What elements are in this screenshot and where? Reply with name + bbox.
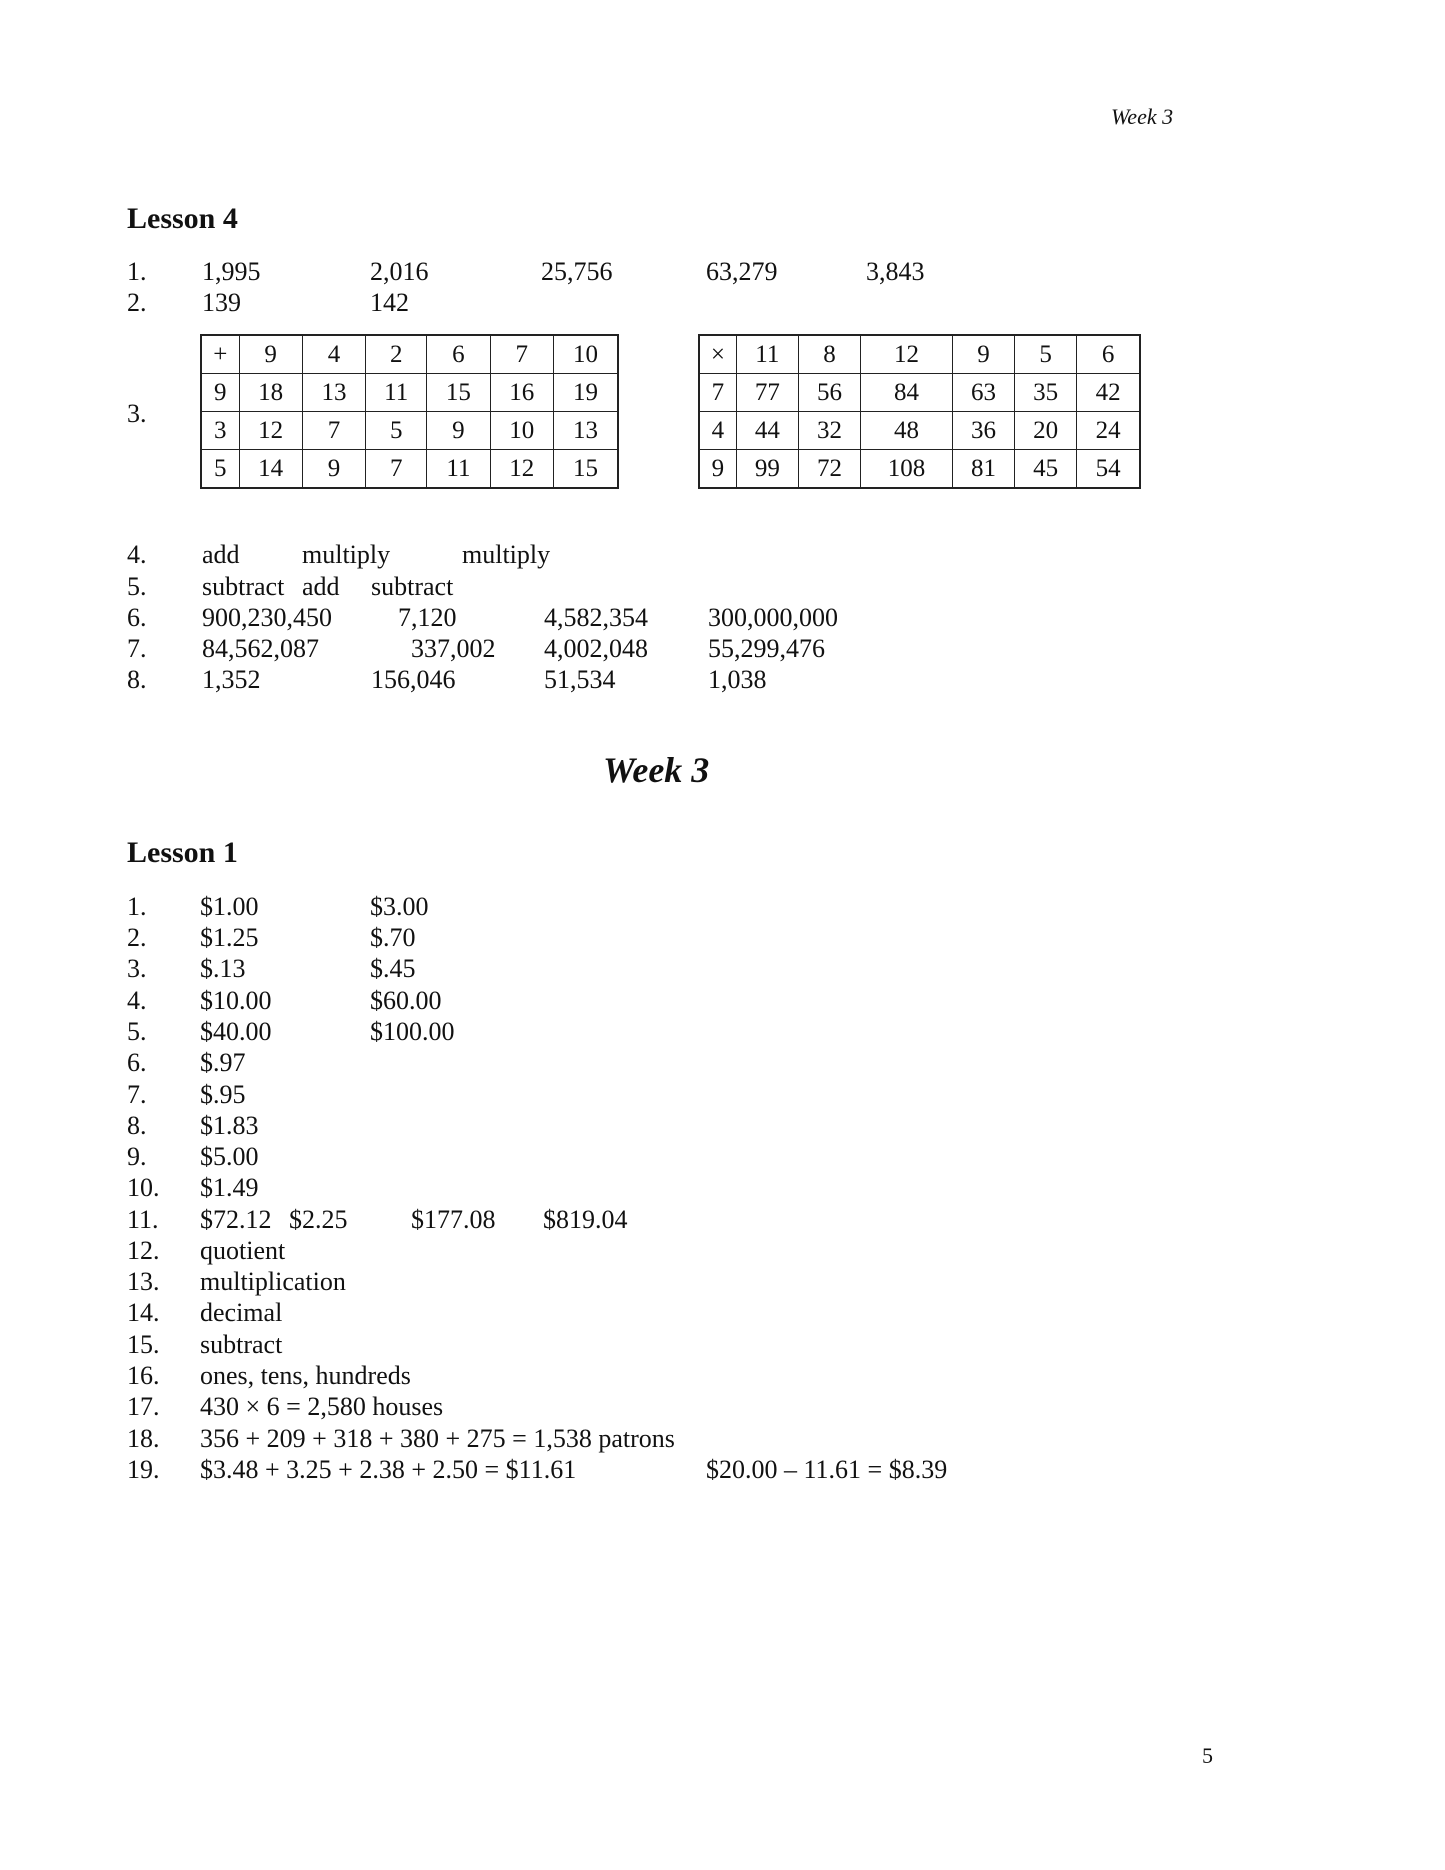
l1-row-2-num: 2. xyxy=(127,923,147,952)
addition-table-cell: 7 xyxy=(302,412,365,450)
l4-row-8-val-4: 1,038 xyxy=(708,665,767,694)
l4-row-3-num: 3. xyxy=(127,399,147,428)
addition-table-cell: 18 xyxy=(239,374,302,412)
addition-table-cell: 19 xyxy=(553,374,618,412)
multiplication-table-cell: 42 xyxy=(1077,374,1140,412)
multiplication-table-cell: 48 xyxy=(861,412,953,450)
l1-row-16-num: 16. xyxy=(127,1361,160,1390)
addition-table-cell: 15 xyxy=(427,374,490,412)
l1-row-14-num: 14. xyxy=(127,1298,160,1327)
addition-table-row xyxy=(201,412,618,450)
multiplication-table-cell: 54 xyxy=(1077,450,1140,489)
l1-row-19-num: 19. xyxy=(127,1455,160,1484)
l1-row-5-a: $40.00 xyxy=(200,1017,272,1046)
multiplication-table-cell: 12 xyxy=(861,335,953,374)
l1-row-11-a: $72.12 xyxy=(200,1205,272,1234)
multiplication-table-cell: 11 xyxy=(736,335,798,374)
addition-table-cell: 11 xyxy=(427,450,490,489)
addition-table-cell: 9 xyxy=(302,450,365,489)
l4-row-5-val-1: subtract xyxy=(202,572,285,601)
multiplication-table-cell: 108 xyxy=(861,450,953,489)
addition-table-cell: 7 xyxy=(490,335,553,374)
lesson-4-title: Lesson 4 xyxy=(127,202,238,235)
l4-row-8-val-3: 51,534 xyxy=(544,665,616,694)
l4-row-6-val-4: 300,000,000 xyxy=(708,603,838,632)
l1-row-13-num: 13. xyxy=(127,1267,160,1296)
l1-row-13-a: multiplication xyxy=(200,1267,346,1296)
addition-table xyxy=(200,334,619,489)
multiplication-table-cell: 63 xyxy=(952,374,1014,412)
l4-row-5-val-2: add xyxy=(302,572,340,601)
addition-table-cell: 2 xyxy=(366,335,427,374)
addition-table-row xyxy=(201,450,618,489)
l4-row-8-num: 8. xyxy=(127,665,147,694)
addition-table-cell: 14 xyxy=(239,450,302,489)
l1-row-15-a: subtract xyxy=(200,1330,283,1359)
addition-table-cell: 6 xyxy=(427,335,490,374)
multiplication-table-cell: 44 xyxy=(736,412,798,450)
l4-row-1-num: 1. xyxy=(127,257,147,286)
l1-row-11-c: $177.08 xyxy=(411,1205,496,1234)
l1-row-3-a: $.13 xyxy=(200,954,246,983)
week-heading: Week 3 xyxy=(603,750,710,790)
multiplication-table-cell: 5 xyxy=(1015,335,1077,374)
l4-row-5-val-3: subtract xyxy=(371,572,454,601)
l1-row-12-a: quotient xyxy=(200,1236,286,1265)
multiplication-table-cell: × xyxy=(699,335,736,374)
l1-row-6-num: 6. xyxy=(127,1048,147,1077)
l1-row-8-a: $1.83 xyxy=(200,1111,259,1140)
multiplication-table-cell: 56 xyxy=(798,374,860,412)
l1-row-4-num: 4. xyxy=(127,986,147,1015)
addition-table-cell: 15 xyxy=(553,450,618,489)
l1-row-18-num: 18. xyxy=(127,1424,160,1453)
l1-row-9-a: $5.00 xyxy=(200,1142,259,1171)
addition-table-cell: 4 xyxy=(302,335,365,374)
l1-row-4-a: $10.00 xyxy=(200,986,272,1015)
l4-row-7-num: 7. xyxy=(127,634,147,663)
l1-row-15-num: 15. xyxy=(127,1330,160,1359)
l1-row-7-num: 7. xyxy=(127,1080,147,1109)
addition-table-cell: 5 xyxy=(366,412,427,450)
lesson-1-title: Lesson 1 xyxy=(127,836,238,869)
addition-table-cell: 9 xyxy=(427,412,490,450)
multiplication-table-cell: 24 xyxy=(1077,412,1140,450)
multiplication-table-row xyxy=(699,450,1140,489)
l4-row-1-val-4: 63,279 xyxy=(706,257,778,286)
l1-row-11-d: $819.04 xyxy=(543,1205,628,1234)
l4-row-2-num: 2. xyxy=(127,288,147,317)
addition-table-cell: 7 xyxy=(366,450,427,489)
l1-row-5-num: 5. xyxy=(127,1017,147,1046)
l4-row-6-val-2: 7,120 xyxy=(398,603,457,632)
multiplication-table-cell: 20 xyxy=(1015,412,1077,450)
l1-row-1-num: 1. xyxy=(127,892,147,921)
addition-table-cell: 13 xyxy=(553,412,618,450)
l1-row-9-num: 9. xyxy=(127,1142,147,1171)
l1-row-18-a: 356 + 209 + 318 + 380 + 275 = 1,538 patrons xyxy=(200,1424,675,1453)
addition-table-cell: 9 xyxy=(239,335,302,374)
l4-row-4-val-1: add xyxy=(202,540,240,569)
multiplication-table-row xyxy=(699,374,1140,412)
addition-table-cell: 12 xyxy=(239,412,302,450)
l4-row-4-val-3: multiply xyxy=(462,540,551,569)
addition-table-cell: + xyxy=(201,335,239,374)
running-title: Week 3 xyxy=(1111,104,1174,129)
l1-row-4-b: $60.00 xyxy=(370,986,442,1015)
l4-row-8-val-2: 156,046 xyxy=(371,665,456,694)
multiplication-table-row xyxy=(699,335,1140,374)
multiplication-table-row xyxy=(699,412,1140,450)
l4-row-4-val-2: multiply xyxy=(302,540,391,569)
l1-row-10-num: 10. xyxy=(127,1173,160,1202)
l1-row-7-a: $.95 xyxy=(200,1080,246,1109)
l1-row-11-num: 11. xyxy=(127,1205,159,1234)
l4-row-2-val-1: 139 xyxy=(202,288,241,317)
addition-table-cell: 9 xyxy=(201,374,239,412)
addition-table-cell: 10 xyxy=(553,335,618,374)
addition-table-cell: 12 xyxy=(490,450,553,489)
multiplication-table-cell: 35 xyxy=(1015,374,1077,412)
l1-row-16-a: ones, tens, hundreds xyxy=(200,1361,411,1390)
l4-row-1-val-5: 3,843 xyxy=(866,257,925,286)
l4-row-1-val-2: 2,016 xyxy=(370,257,429,286)
l1-row-10-a: $1.49 xyxy=(200,1173,259,1202)
l4-row-5-num: 5. xyxy=(127,572,147,601)
addition-table-cell: 13 xyxy=(302,374,365,412)
l1-row-19-a: $3.48 + 3.25 + 2.38 + 2.50 = $11.61 xyxy=(200,1455,577,1484)
l4-row-7-val-1: 84,562,087 xyxy=(202,634,319,663)
multiplication-table-cell: 36 xyxy=(952,412,1014,450)
l4-row-2-val-2: 142 xyxy=(370,288,409,317)
l1-row-11-a2: $2.25 xyxy=(289,1205,348,1234)
multiplication-table-cell: 77 xyxy=(736,374,798,412)
l4-row-6-val-3: 4,582,354 xyxy=(544,603,648,632)
multiplication-table-cell: 4 xyxy=(699,412,736,450)
l1-row-5-b: $100.00 xyxy=(370,1017,455,1046)
l1-row-14-a: decimal xyxy=(200,1298,283,1327)
multiplication-table-cell: 6 xyxy=(1077,335,1140,374)
multiplication-table-cell: 9 xyxy=(952,335,1014,374)
l1-row-2-a: $1.25 xyxy=(200,923,259,952)
l1-row-1-b: $3.00 xyxy=(370,892,429,921)
l4-row-1-val-1: 1,995 xyxy=(202,257,261,286)
addition-table-cell: 5 xyxy=(201,450,239,489)
l4-row-6-num: 6. xyxy=(127,603,147,632)
l1-row-8-num: 8. xyxy=(127,1111,147,1140)
multiplication-table xyxy=(698,334,1141,489)
multiplication-table-cell: 99 xyxy=(736,450,798,489)
addition-table-cell: 3 xyxy=(201,412,239,450)
multiplication-table-cell: 45 xyxy=(1015,450,1077,489)
l1-row-1-a: $1.00 xyxy=(200,892,259,921)
l4-row-7-val-2: 337,002 xyxy=(411,634,496,663)
l1-row-17-num: 17. xyxy=(127,1392,160,1421)
addition-table-cell: 10 xyxy=(490,412,553,450)
l1-row-6-a: $.97 xyxy=(200,1048,246,1077)
l4-row-6-val-1: 900,230,450 xyxy=(202,603,332,632)
page-number: 5 xyxy=(1202,1743,1213,1768)
addition-table-row xyxy=(201,374,618,412)
l1-row-2-b: $.70 xyxy=(370,923,416,952)
multiplication-table-cell: 81 xyxy=(952,450,1014,489)
l1-row-19-e: $20.00 – 11.61 = $8.39 xyxy=(706,1455,948,1484)
multiplication-table-cell: 72 xyxy=(798,450,860,489)
l1-row-17-a: 430 × 6 = 2,580 houses xyxy=(200,1392,444,1421)
l1-row-3-num: 3. xyxy=(127,954,147,983)
multiplication-table-cell: 8 xyxy=(798,335,860,374)
l4-row-7-val-3: 4,002,048 xyxy=(544,634,648,663)
addition-table-cell: 11 xyxy=(366,374,427,412)
l1-row-3-b: $.45 xyxy=(370,954,416,983)
l4-row-8-val-1: 1,352 xyxy=(202,665,261,694)
addition-table-row xyxy=(201,335,618,374)
l4-row-4-num: 4. xyxy=(127,540,147,569)
multiplication-table-cell: 9 xyxy=(699,450,736,489)
multiplication-table-cell: 32 xyxy=(798,412,860,450)
addition-table-cell: 16 xyxy=(490,374,553,412)
multiplication-table-cell: 84 xyxy=(861,374,953,412)
l4-row-7-val-4: 55,299,476 xyxy=(708,634,825,663)
multiplication-table-cell: 7 xyxy=(699,374,736,412)
l4-row-1-val-3: 25,756 xyxy=(541,257,613,286)
l1-row-12-num: 12. xyxy=(127,1236,160,1265)
